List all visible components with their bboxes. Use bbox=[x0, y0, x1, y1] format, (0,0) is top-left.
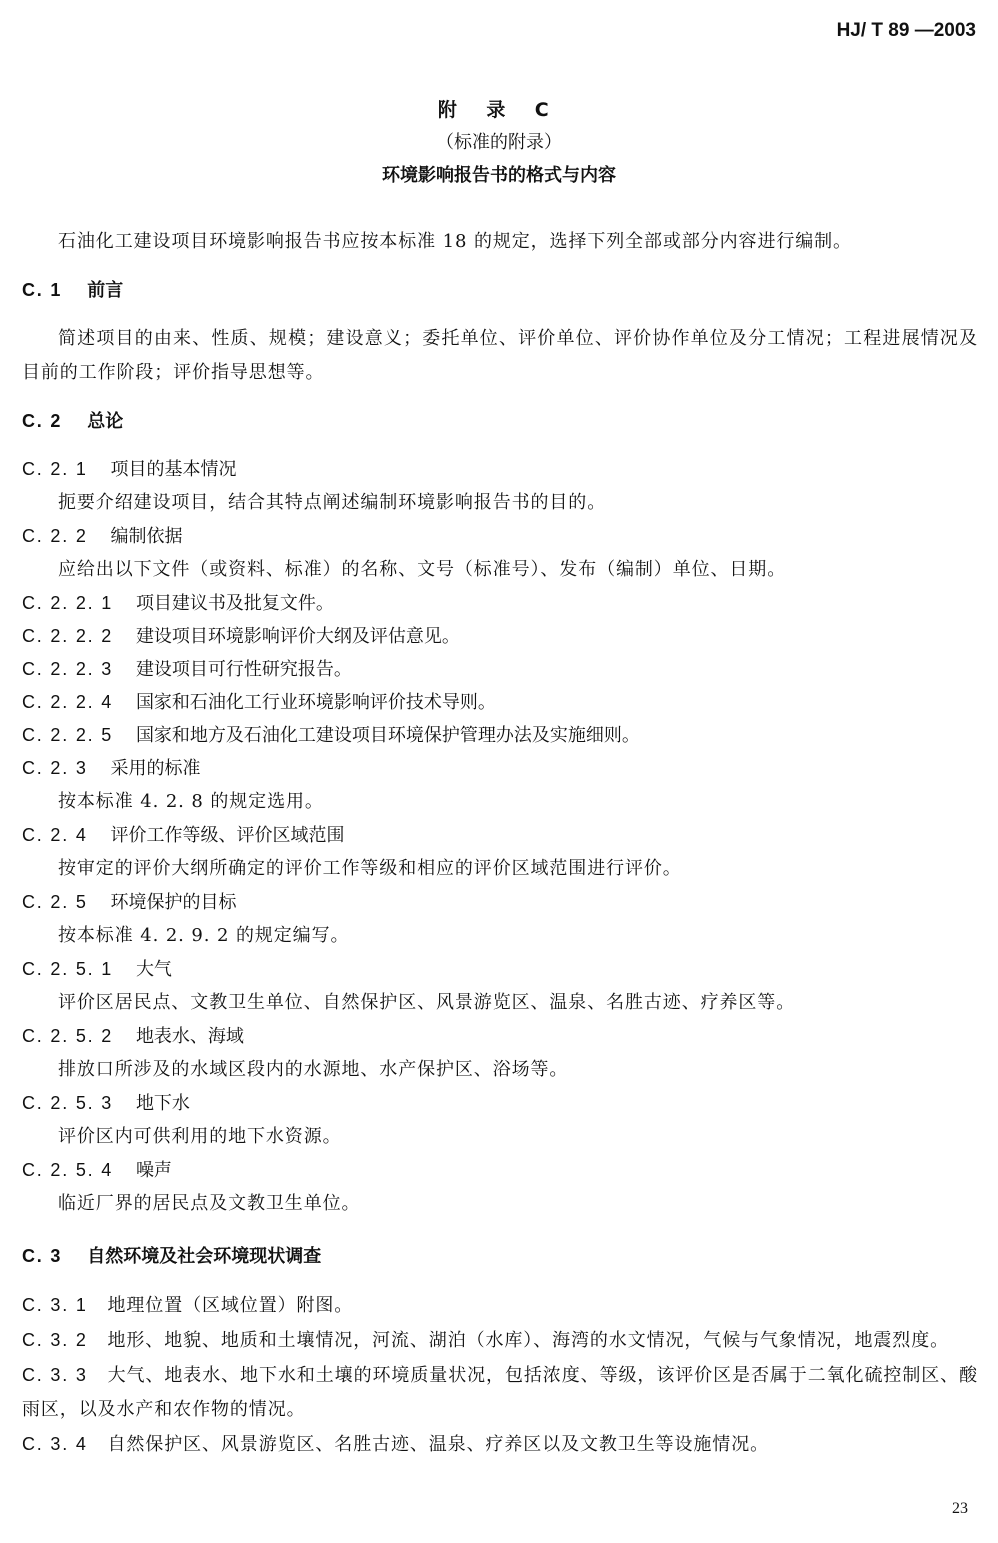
clause-title: 编制依据 bbox=[110, 526, 183, 547]
clause-body: 按本标准 4. 2. 9. 2 的规定编写。 bbox=[58, 925, 350, 946]
item-number: C. 2. 2. 1 bbox=[22, 593, 114, 613]
section-number: C. 3 bbox=[22, 1246, 63, 1266]
clause-paragraph bbox=[22, 1427, 978, 1462]
clause-number: C. 2. 5. 3 bbox=[22, 1093, 114, 1113]
item-text: 国家和石油化工行业环境影响评价技术导则。 bbox=[135, 692, 496, 713]
clause-number: C. 2. 5. 2 bbox=[22, 1026, 114, 1046]
item-text: 建设项目可行性研究报告。 bbox=[135, 659, 352, 680]
clause-heading bbox=[22, 1154, 978, 1187]
clause-text: 地形、地貌、地质和土壤情况，河流、湖泊（水库）、海湾的水文情况，气候与气象情况，地震烈度。 bbox=[107, 1330, 949, 1351]
clause-number: C. 3. 3 bbox=[22, 1365, 88, 1385]
item-number: C. 2. 2. 2 bbox=[22, 626, 114, 646]
section-title: 自然环境及社会环境现状调查 bbox=[87, 1246, 322, 1267]
appendix-heading bbox=[0, 96, 998, 190]
section-title: 总论 bbox=[87, 411, 124, 432]
clause-title: 地下水 bbox=[135, 1093, 190, 1114]
clause-body: 排放口所涉及的水域区段内的水源地、水产保护区、浴场等。 bbox=[58, 1059, 569, 1080]
clause-title: 采用的标准 bbox=[110, 758, 201, 779]
clause-heading bbox=[22, 886, 978, 919]
clause-number: C. 2. 1 bbox=[22, 459, 88, 479]
list-item bbox=[22, 686, 978, 719]
clause-text: 大气、地表水、地下水和土壤的环境质量状况，包括浓度、等级，该评价区是否属于二氧化硫控制区、酸雨区，以及水产和农作物的情况。 bbox=[22, 1365, 978, 1420]
clause-heading bbox=[22, 520, 978, 553]
clause-title: 地表水、海域 bbox=[135, 1026, 244, 1047]
clause-heading bbox=[22, 453, 978, 486]
section-c3-heading bbox=[22, 1239, 978, 1274]
clause-paragraph bbox=[22, 1288, 978, 1323]
clause-title: 大气 bbox=[135, 959, 172, 980]
clause-title: 环境保护的目标 bbox=[110, 892, 237, 913]
item-number: C. 2. 2. 5 bbox=[22, 725, 114, 745]
clause-body: 扼要介绍建设项目，结合其特点阐述编制环境影响报告书的目的。 bbox=[58, 492, 607, 513]
clause-number: C. 2. 5 bbox=[22, 892, 88, 912]
clause-number: C. 2. 4 bbox=[22, 825, 88, 845]
clause-heading bbox=[22, 1087, 978, 1120]
clause-heading bbox=[22, 752, 978, 785]
item-text: 项目建议书及批复文件。 bbox=[135, 593, 334, 614]
clause-heading bbox=[22, 819, 978, 852]
clause-heading bbox=[22, 953, 978, 986]
appendix-title: 附 录 C bbox=[437, 99, 561, 121]
clause-title: 项目的基本情况 bbox=[110, 459, 237, 480]
clause-body: 评价区居民点、文教卫生单位、自然保护区、风景游览区、温泉、名胜古迹、疗养区等。 bbox=[58, 992, 796, 1013]
clause-paragraph bbox=[22, 1323, 978, 1358]
list-item bbox=[22, 719, 978, 752]
clause-body: 按本标准 4. 2. 8 的规定选用。 bbox=[58, 791, 324, 812]
list-item bbox=[22, 620, 978, 653]
clause-heading bbox=[22, 1020, 978, 1053]
clause-number: C. 2. 2 bbox=[22, 526, 88, 546]
clause-text: 自然保护区、风景游览区、名胜古迹、温泉、疗养区以及文教卫生等设施情况。 bbox=[107, 1434, 769, 1455]
item-text: 国家和地方及石油化工建设项目环境保护管理办法及实施细则。 bbox=[135, 725, 640, 746]
list-item bbox=[22, 653, 978, 686]
section-number: C. 2 bbox=[22, 411, 63, 431]
clause-body: 应给出以下文件（或资料、标准）的名称、文号（标准号）、发布（编制）单位、日期。 bbox=[58, 559, 787, 580]
section-c2-heading bbox=[22, 404, 978, 439]
clause-body: 临近厂界的居民点及文教卫生单位。 bbox=[58, 1193, 361, 1214]
clause-title: 噪声 bbox=[135, 1160, 172, 1181]
item-number: C. 2. 2. 4 bbox=[22, 692, 114, 712]
appendix-main-title: 环境影响报告书的格式与内容 bbox=[382, 165, 616, 186]
clause-title: 评价工作等级、评价区域范围 bbox=[110, 825, 345, 846]
section-c1-heading bbox=[22, 273, 978, 308]
clause-body: 评价区内可供利用的地下水资源。 bbox=[58, 1126, 342, 1147]
section-c1-body: 简述项目的由来、性质、规模；建设意义；委托单位、评价单位、评价协作单位及分工情况；工程进展情况及目前的工作阶段；评价指导思想等。 bbox=[22, 328, 978, 383]
document-body bbox=[22, 225, 978, 1462]
appendix-subtitle: （标准的附录） bbox=[436, 132, 562, 153]
clause-paragraph bbox=[22, 1358, 978, 1427]
standard-code: HJ/ T 89 —2003 bbox=[836, 20, 976, 41]
section-title: 前言 bbox=[87, 280, 124, 301]
clause-number: C. 2. 5. 4 bbox=[22, 1160, 114, 1180]
page-number: 23 bbox=[952, 1500, 968, 1517]
list-item bbox=[22, 587, 978, 620]
section-number: C. 1 bbox=[22, 280, 63, 300]
clause-number: C. 3. 2 bbox=[22, 1330, 88, 1350]
intro-paragraph: 石油化工建设项目环境影响报告书应按本标准 18 的规定，选择下列全部或部分内容进行编制。 bbox=[58, 231, 852, 252]
clause-number: C. 2. 5. 1 bbox=[22, 959, 114, 979]
clause-body: 按审定的评价大纲所确定的评价工作等级和相应的评价区域范围进行评价。 bbox=[58, 858, 682, 879]
item-text: 建设项目环境影响评价大纲及评估意见。 bbox=[135, 626, 460, 647]
clause-number: C. 3. 1 bbox=[22, 1295, 88, 1315]
clause-number: C. 2. 3 bbox=[22, 758, 88, 778]
item-number: C. 2. 2. 3 bbox=[22, 659, 114, 679]
clause-number: C. 3. 4 bbox=[22, 1434, 88, 1454]
clause-text: 地理位置（区域位置）附图。 bbox=[107, 1295, 354, 1316]
